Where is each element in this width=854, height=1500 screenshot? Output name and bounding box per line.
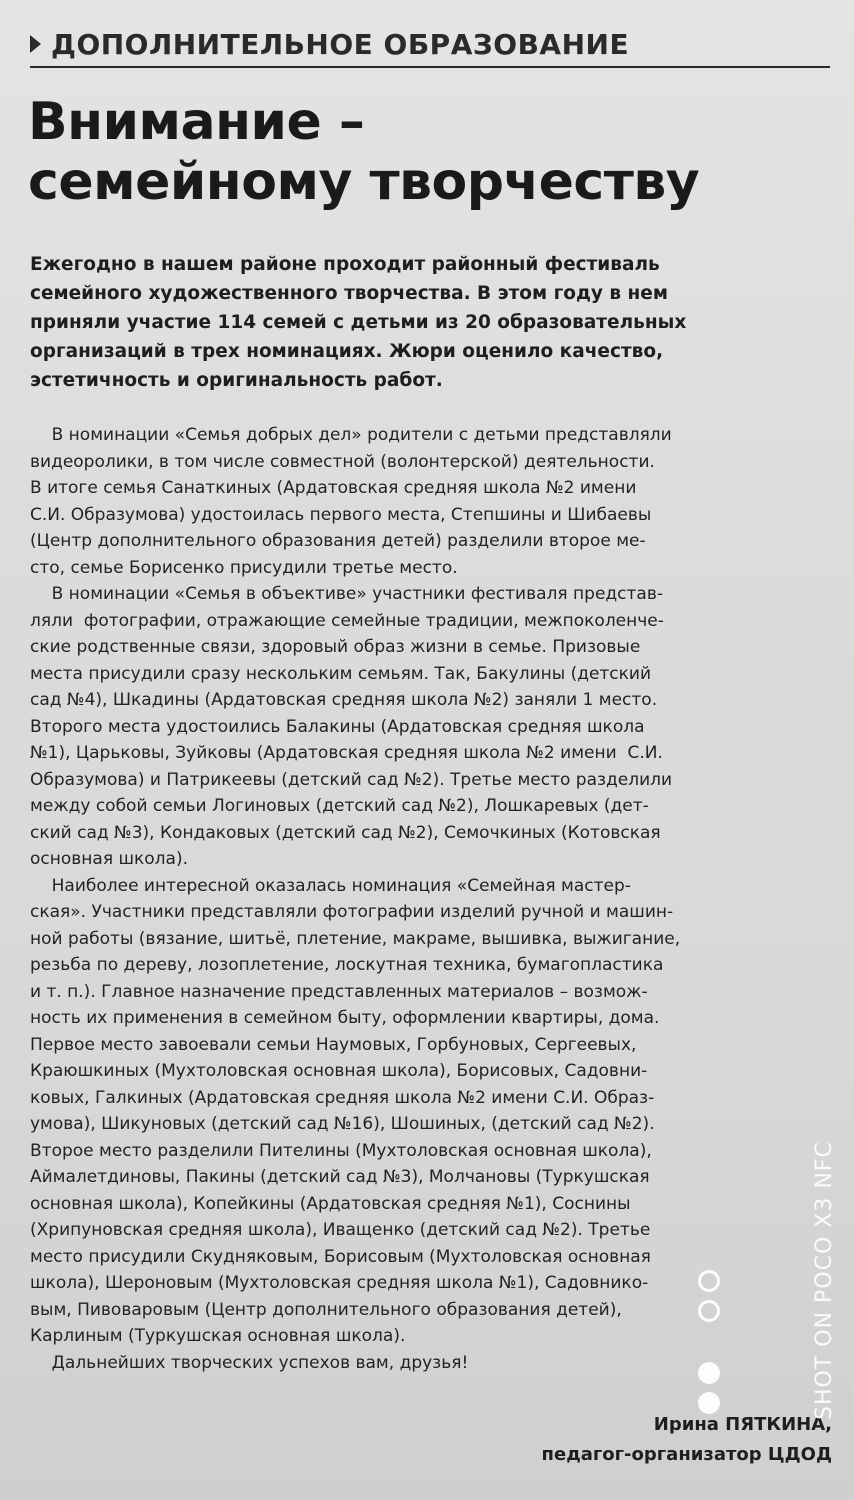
watermark-dot-icon [698, 1362, 720, 1384]
body-line: Дальнейших творческих успехов вам, друзья! [30, 1352, 469, 1373]
watermark-ring-icon [698, 1270, 720, 1292]
body-line: В итоге семья Санаткиных (Ардатовская средняя школа №2 имени [30, 478, 637, 498]
article-headline [28, 92, 828, 212]
article-body [30, 422, 830, 1376]
body-line: Второе место разделили Пителины (Мухтоловская основная школа), [30, 1140, 652, 1161]
body-line: места присудили сразу нескольким семьям. Так, Бакулины (детский [30, 663, 652, 684]
body-line: сад №4), Шкадины (Ардатовская средняя школа №2) заняли 1 место. [30, 690, 658, 710]
body-line: место присудили Скудняковым, Борисовым (Мухтоловская основная [30, 1246, 651, 1267]
author-name: Ирина ПЯТКИНА, [653, 1414, 832, 1435]
body-line: между собой семьи Логиновых (детский сад №2), Лошкаревых (дет- [30, 796, 649, 816]
headline-line-2: семейному творчеству [28, 152, 700, 212]
watermark-dot-icon [698, 1392, 720, 1414]
body-line: С.И. Образумова) удостоилась первого места, Степшины и Шибаевы [30, 504, 652, 525]
body-line: ские родственные связи, здоровый образ жизни в семье. Призовые [30, 637, 641, 657]
author-position: педагог-организатор ЦДОД [541, 1444, 832, 1465]
lead-line: приняли участие 114 семей с детьми из 20 образовательных [30, 312, 687, 333]
rubric-title: ДОПОЛНИТЕЛЬНОЕ ОБРАЗОВАНИЕ [51, 27, 630, 61]
body-line: резьба по дереву, лозоплетение, лоскутная техника, бумагопластика [30, 955, 664, 975]
section-rubric [30, 22, 830, 68]
lead-line: семейного художественного творчества. В этом году в нем [30, 283, 668, 304]
body-line: основная школа). [30, 849, 188, 869]
body-line: ность их применения в семейном быту, оформлении квартиры, дома. [30, 1008, 660, 1028]
body-line: Наиболее интересной оказалась номинация «Семейная мастер- [30, 875, 631, 896]
body-line: умова), Шикуновых (детский сад №16), Шошиных, (детский сад №2). [30, 1114, 655, 1134]
lead-line: Ежегодно в нашем районе проходит районный фестиваль [30, 254, 660, 275]
body-line: Второго места удостоились Балакины (Ардатовская средняя школа [30, 716, 645, 737]
article-lead [30, 250, 830, 395]
body-line: Первое место завоевали семьи Наумовых, Горбуновых, Сергеевых, [30, 1034, 637, 1055]
body-line: №1), Царьковы, Зуйковы (Ардатовская средняя школа №2 имени С.И. [30, 743, 663, 763]
body-line: ной работы (вязание, шитьё, плетение, макраме, вышивка, выжигание, [30, 928, 681, 949]
body-line: ляли фотографии, отражающие семейные традиции, межпоколенче- [30, 610, 664, 631]
body-line: ский сад №3), Кондаковых (детский сад №2), Семочкиных (Котовская [30, 822, 661, 843]
headline-line-1: Внимание – [28, 92, 365, 152]
body-line: ская». Участники представляли фотографии изделий ручной и машин- [30, 902, 674, 922]
body-line: основная школа), Копейкины (Ардатовская средняя №1), Соснины [30, 1193, 631, 1214]
lead-line: организаций в трех номинациях. Жюри оценило качество, [30, 341, 664, 362]
watermark-ring-icon [698, 1300, 720, 1322]
body-line: В номинации «Семья в объективе» участники фестиваля представ- [30, 584, 663, 604]
body-line: (Хрипуновская средняя школа), Иващенко (детский сад №2). Третье [30, 1220, 651, 1240]
body-line: и т. п.). Главное назначение представленных материалов – возмож- [30, 981, 648, 1002]
body-line: видеоролики, в том числе совместной (волонтерской) деятельности. [30, 451, 655, 472]
body-line: Краюшкиных (Мухтоловская основная школа), Борисовых, Садовни- [30, 1061, 648, 1081]
body-line: Образумова) и Патрикеевы (детский сад №2). Третье место разделили [30, 769, 673, 790]
body-line: сто, семье Борисенко присудили третье место. [30, 557, 458, 578]
body-line: Карлиным (Туркушская основная школа). [30, 1326, 406, 1346]
body-line: Аймалетдиновы, Пакины (детский сад №3), Молчановы (Туркушская [30, 1167, 650, 1187]
body-line: В номинации «Семья добрых дел» родители с детьми представляли [30, 425, 672, 445]
rubric-arrow-icon [30, 35, 41, 53]
body-line: (Центр дополнительного образования детей) разделили второе ме- [30, 531, 646, 551]
article-signature [232, 1410, 832, 1470]
body-line: вым, Пивоваровым (Центр дополнительного образования детей), [30, 1299, 622, 1320]
watermark-text: SHOT ON POCO X3 NFC [812, 1141, 837, 1420]
body-line: школа), Шероновым (Мухтоловская средняя школа №1), Садовнико- [30, 1273, 649, 1293]
body-line: ковых, Галкиных (Ардатовская средняя школа №2 имени С.И. Образ- [30, 1087, 655, 1108]
lead-line: эстетичность и оригинальность работ. [30, 370, 443, 391]
